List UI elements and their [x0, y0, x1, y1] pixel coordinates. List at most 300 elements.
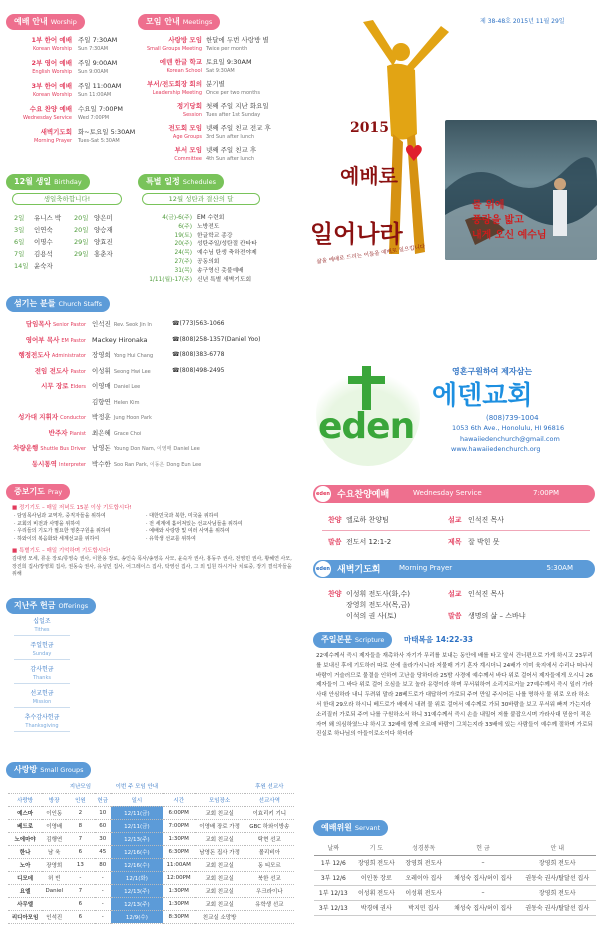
meeting-detail-en: Sat 9:30AM [206, 68, 235, 74]
staff-name-ko: 최은혜 [92, 428, 111, 437]
eden-logo [316, 362, 420, 466]
groups-cell: 한나 [8, 845, 42, 858]
groups-header-top [95, 780, 111, 793]
staff-role-en: Pastor [70, 368, 86, 375]
theme-year: 2015 [350, 120, 389, 136]
groups-cell: 1:30PM [163, 884, 195, 897]
staff-role-en: Senior Pastor [52, 322, 86, 328]
groups-cell: 12/16(수) [111, 845, 163, 858]
church-address: 1053 6th Ave., Honolulu, HI 96816 [452, 424, 565, 432]
wed-sermon-label: 설교 [448, 516, 462, 524]
groups-cell: 이효리키 기니 [245, 806, 294, 819]
birthday-date: 2일 [14, 214, 25, 222]
groups-header-top [195, 780, 245, 793]
groups-cell: - [66, 871, 94, 884]
staff-role [10, 444, 86, 453]
morning-praise-name: 장영희 전도사(목,금) [346, 601, 411, 609]
groups-header-top: 후원 선교사 [245, 780, 294, 793]
church-slogan: 영혼구원하여 제자삼는 [452, 367, 533, 376]
schedule-event: 신년 특별 새벽기도회 [197, 276, 252, 283]
staff-role-ko: 행정전도사 [18, 351, 50, 359]
birthday-date: 3일 [14, 226, 25, 234]
birthday-name: 양승재 [94, 226, 113, 234]
groups-cell: 우크라이나 [245, 884, 294, 897]
wed-divider [322, 530, 590, 531]
staff-role [10, 367, 86, 376]
groups-header: 모임장소 [195, 793, 245, 806]
morning-sermon: 인석진 목사 [468, 590, 505, 598]
worship-time-en: Sun 11:00AM [78, 92, 112, 98]
meeting-name: 부서/전도회장 회의 [147, 80, 202, 88]
table-row [314, 900, 596, 915]
worship-name-en: Korean Worship [32, 92, 72, 98]
servant-cell: 이인동 장로 [353, 870, 400, 885]
wednesday-title-en: Wednesday Service [413, 489, 482, 497]
schedules-banner: 12월 성탄과 결산의 달 [142, 193, 260, 205]
staff-name-en: Grace Choi [113, 430, 142, 437]
groups-cell: 디모데 [8, 871, 42, 884]
groups-header: 헌금 [95, 793, 111, 806]
offering-name: 선교헌금 [30, 690, 54, 697]
prayer-head2: ■ 특별기도 – 매일 기억하며 기도합시다! [12, 548, 111, 554]
prayer-special-text: 김대영 모세, 류운 장로/류영숙 권사, 이한용 장로, 송인숙 목사/송영옥 사모, 윤숙자 권사, 홍동주 권사, 전영민 권사, 황혜연 사모, 장진희 집사/장영희 집사, 권동숙 권사, 유성민 집사, 어그레이스 집사, 탁영선 집사, 그 외 입원 하시거나 치료중, 장기 결석자들을 위해 [12, 556, 292, 577]
staff-name-en: Seong Hwi Lee [113, 368, 151, 375]
table-row [8, 884, 294, 897]
issue-info: 제 38-48호 2015년 11월 29일 [480, 18, 565, 25]
wed-praise-label: 찬양 [328, 516, 342, 524]
offering-line [14, 731, 70, 732]
offering-name-en: Thanks [33, 675, 51, 681]
groups-cell: 탁현 선교 [245, 832, 294, 845]
schedule-date: 31(목) [174, 267, 192, 274]
worship-name-en: Morning Prayer [34, 138, 72, 144]
staff-name-ko: 이영매 [92, 382, 111, 390]
servant-header: 성경봉독 [400, 840, 447, 855]
image-caption: 물 위에 풍랑을 밟고 내게 오신 예수님 [472, 200, 547, 241]
staff-name [92, 460, 201, 469]
servant-cell: 이성휘 전도사 [400, 885, 447, 900]
wednesday-time: 7:00PM [533, 489, 559, 497]
servant-header: 기 도 [353, 840, 400, 855]
staff-phone: ☎(808)498-2495 [172, 366, 225, 374]
staff-name-en: Young Don Nam, 이영매 [113, 446, 172, 452]
schedule-date: 19(토) [174, 232, 192, 239]
groups-header: 시간 [163, 793, 195, 806]
servant-cell: 박지민 집사 [400, 900, 447, 915]
worship-name-en: Wednesday Service [22, 115, 72, 121]
schedule-date: 6(주) [178, 223, 192, 230]
eden-mini-icon: eden [315, 561, 331, 577]
offering-name: 추수감사헌금 [24, 714, 60, 721]
meeting-detail: 넷째 주일 친교 후 [206, 146, 257, 154]
birthday-name: 유니스 박 [34, 214, 62, 222]
morning-word-label: 말씀 [448, 612, 462, 620]
prayer-item: · 유학생 선교를 위하여 [146, 535, 196, 542]
schedule-event: 성탄주일/성탄절 칸타타 [197, 241, 257, 248]
morning-sermon-label: 설교 [448, 590, 462, 598]
groups-header: 선교사역 [245, 793, 294, 806]
groups-cell: 볼리비아 [245, 845, 294, 858]
groups-cell: 7 [66, 832, 94, 845]
groups-title: 사랑방 Small Groups [6, 762, 91, 778]
groups-header-top [8, 780, 42, 793]
meetings-title: 모임 안내 Meetings [138, 14, 220, 30]
staff-name-en: Daniel Lee [113, 384, 141, 390]
offering-name-en: Sunday [32, 651, 52, 657]
schedule-date: 1/11(월)-17(주) [149, 276, 192, 283]
groups-cell: 허 빈 [42, 871, 66, 884]
meeting-detail: 토요일 9:30AM [206, 58, 252, 66]
staff-role [10, 336, 86, 345]
table-row [314, 870, 596, 885]
groups-cell: 10 [95, 806, 111, 819]
wed-praise: 엘로하 찬양팀 [346, 516, 389, 524]
church-email: hawaiiedenchurch@gmail.com [460, 435, 560, 443]
worship-name-en: Korean Worship [32, 46, 72, 52]
staff-role-ko: 담임목사 [25, 320, 51, 328]
servant-cell: 3부 12/6 [314, 870, 353, 885]
theme-line2: 일어나라 [310, 219, 403, 248]
servant-cell: 권동숙 권사/탈달선 집사 [518, 870, 596, 885]
morning-word: 생명의 삶 – 스바냐 [468, 612, 526, 620]
morning-title: 새벽기도회 [337, 565, 381, 575]
staff-phone: ☎(808)383-6778 [172, 351, 225, 358]
staff-role-ko: 반주자 [48, 428, 68, 437]
groups-cell: 7 [66, 884, 94, 897]
wed-word: 전도서 12:1-2 [346, 538, 392, 546]
staff-name [92, 413, 152, 422]
staff-name-ko: 인석진 [92, 320, 111, 328]
schedule-event: 송구영신 촛불예배 [197, 267, 244, 274]
scripture-reference: 마태복음 14:22-33 [404, 635, 474, 644]
staff-role [10, 398, 86, 407]
groups-header-top [42, 780, 66, 793]
groups-cell: 남 욱 [42, 845, 66, 858]
birthday-date: 7일 [14, 250, 25, 258]
groups-cell: 45 [95, 845, 111, 858]
theme-side-text: 삶을 예배로 드리는 이들을 예배로 일으킵니다 [316, 244, 426, 266]
worship-title: 예배 안내 Worship [6, 14, 85, 30]
meeting-detail-en: 3rd Sun after lunch [206, 134, 255, 140]
wed-sermon: 인석진 목사 [468, 516, 505, 524]
meeting-name: 정기당회 [176, 102, 202, 110]
groups-cell: 12/11(금) [111, 806, 163, 819]
servant-cell: 1부 12/13 [314, 885, 353, 900]
birthday-title: 12월 생일 Birthday [6, 174, 90, 190]
birthday-date: 20일 [74, 226, 89, 234]
schedule-date: 27(주) [174, 259, 192, 265]
groups-cell: 12/11(금) [111, 819, 163, 832]
schedules-title: 특별 일정 Schedules [138, 174, 224, 190]
groups-cell: 12/13(주) [111, 897, 163, 910]
staff-role [10, 429, 86, 438]
birthday-date: 29일 [74, 250, 89, 258]
staff-phone: ☎(808)258-1357(Daniel Yoo) [172, 335, 261, 343]
birthday-name: 인연숙 [34, 226, 53, 234]
servant-cell: 3부 12/13 [314, 900, 353, 915]
groups-cell: 이영배 [42, 819, 66, 832]
staff-role-en: Administrator [51, 353, 86, 359]
worship-time: 주일 9:00AM [78, 59, 118, 67]
groups-cell: 남영돈 집사 가정 [195, 845, 245, 858]
birthday-name: 양은미 [94, 214, 113, 222]
church-website[interactable]: www.hawaiiedenchurch.org [451, 445, 541, 453]
worship-time: 주일 11:00AM [78, 82, 122, 90]
groups-cell: 친교실 소망방 [195, 910, 245, 923]
schedule-date: 24(목) [174, 250, 192, 257]
groups-cell: 이인동 [42, 806, 66, 819]
morning-praise-label: 찬양 [328, 590, 342, 598]
staff-name-ko: 이성휘 [92, 366, 111, 375]
offering-line [14, 635, 70, 636]
morning-header [313, 560, 595, 578]
birthday-date: 29일 [74, 238, 89, 246]
staff-role-en: Shuttle Bus Driver [40, 446, 86, 452]
offering-name-en: Tithes [34, 627, 50, 633]
servant-header: 헌 금 [447, 840, 518, 855]
staff-name-en: Helen Kim [113, 399, 140, 406]
wednesday-header [313, 485, 595, 503]
groups-cell [245, 910, 294, 923]
schedule-event: 한글학교 종강 [197, 232, 233, 239]
worship-time: 주일 7:30AM [78, 36, 118, 44]
groups-cell: 12/1(화) [111, 871, 163, 884]
staff-role [10, 320, 86, 329]
meeting-detail-en: Tues after 1st Sunday [206, 112, 261, 118]
groups-cell: 북한 선교 [245, 871, 294, 884]
groups-cell: 12/16(수) [111, 858, 163, 871]
servant-header: 안 내 [518, 840, 596, 855]
servant-cell: 장영희 전도사 [518, 855, 596, 870]
groups-header: 인원 [66, 793, 94, 806]
servant-cell: 장영희 전도사 [353, 855, 400, 870]
groups-cell: 요엘 [8, 884, 42, 897]
groups-cell: 12:00PM [163, 871, 195, 884]
servant-cell: 오레이아 집사 [400, 870, 447, 885]
groups-cell: 6 [66, 897, 94, 910]
staff-role-ko: 시무 장로 [41, 382, 69, 390]
theme-line1: 예배로 [340, 164, 398, 188]
meeting-name: 에덴 한글 학교 [159, 58, 202, 66]
wednesday-title: 수요찬양예배 [337, 490, 390, 500]
staff-name-en: Soo Ran Park, 이동은 [113, 461, 165, 468]
staff-name [92, 429, 141, 438]
groups-cell: 장영희 [42, 858, 66, 871]
groups-cell: 1:30PM [163, 832, 195, 845]
groups-cell: 12/13(주) [111, 832, 163, 845]
staff-role-en: Pianist [69, 430, 86, 437]
church-name: 에덴교회 [432, 381, 533, 411]
groups-cell: 베드로 [8, 819, 42, 832]
prayer-item: · 우리들의 기도가 필요한 영혼구원을 위하여 [14, 528, 111, 534]
offerings-title: 지난주 헌금 Offerings [6, 598, 96, 614]
worship-name: 수요 찬양 예배 [29, 105, 72, 113]
meeting-detail: 넷째 주일 친교 전교 후 [206, 124, 271, 132]
meeting-detail-en: Once per two months [206, 90, 260, 96]
scripture-title: 주일본문 Scripture [313, 632, 392, 648]
meeting-name-en: Age Groups [172, 134, 202, 140]
eden-logo-text: eden [318, 406, 415, 447]
worship-name: 1부 한어 예배 [31, 36, 72, 44]
groups-cell: 6:30PM [163, 845, 195, 858]
servant-cell: 1부 12/6 [314, 855, 353, 870]
groups-header-top: 지난모임 [66, 780, 94, 793]
groups-cell: 6 [66, 845, 94, 858]
table-row [8, 819, 294, 832]
groups-cell: GBC 하와이방송 [245, 819, 294, 832]
groups-cell: 유학생 선교 [245, 897, 294, 910]
groups-cell: 60 [95, 819, 111, 832]
groups-cell: - [95, 897, 111, 910]
staff-name-ko: 박수한 [92, 459, 111, 468]
servant-cell: – [447, 855, 518, 870]
meeting-name-en: Leadership Meeting [152, 90, 202, 96]
servant-header: 날짜 [314, 840, 353, 855]
servant-cell: 장영희 전도사 [518, 885, 596, 900]
groups-cell: 이영배 장로 가정 [195, 819, 245, 832]
worship-time-en: Wed 7:00PM [78, 115, 110, 121]
servant-cell: 장영희 전도사 [400, 855, 447, 870]
staff-name-ko: 박정훈 [92, 413, 111, 421]
birthday-name: 양효진 [94, 238, 113, 246]
groups-cell: 인석진 [42, 910, 66, 923]
scripture-text: 22예수께서 즉시 제자들을 재촉하사 자기가 무리를 보내는 동안에 배를 타고 앞서 건너편으로 가게 하시고 23무리를 보내신 후에 기도하러 따로 산에 올라가시니라 저물매 거기 혼자 계시더니 24배가 이미 육지에서 수리나 떠나서 바람이 거슬러므로 물결을 인하여 고난을 당하더라 25밤 사경에 예수께서 바다 위로 걸어서 제자들에게 오시니 26제자들이 그 바다 위로 걸어 오심을 보고 놀라 유령이라 하며 무서워하여 소리지르거늘 27예수께서 즉시 일러 가라사대 안심하라 내니 두려워 말라 28베드로가 대답하여 가로되 주여 만일 주시어든 나를 명하사 물 위로 오라 하소서 한대 29오라 하시니 베드로가 배에서 내려 물 위로 걸어서 예수께로 가되 30바람을 보고 무서워 빠져 가는지라 소리질러 가로되 주여 나를 구원하소서 하니 31예수께서 즉시 손을 내밀어 저를 붙잡으시며 가라사대 믿음이 적은 자여 왜 의심하였느냐 하시고 32배에 함께 오르매 바람이 그치는지라 33배에 있는 사람들이 예수께 절하며 가로되 진실로 하나님의 아들이로소이다 하더라 [316, 653, 593, 738]
groups-cell: - [95, 910, 111, 923]
staff-name [92, 336, 151, 345]
staff-role-ko: 동시통역 [31, 459, 57, 468]
staff-role [10, 460, 86, 469]
morning-praise-name: 이석의 권 사(토) [346, 612, 397, 620]
groups-cell: 11:00AM [163, 858, 195, 871]
prayer-item: · 하와이의 복음화와 세계선교를 위하여 [14, 535, 100, 542]
schedule-date: 20(주) [174, 241, 192, 248]
wed-word-label: 말씀 [328, 538, 342, 546]
prayer-item: · 예배와 사랑방 및 여러 사역을 위하여 [146, 528, 230, 534]
offering-name: 십일조 [33, 618, 51, 625]
servant-title: 예배위원 Servant [313, 820, 388, 836]
meeting-name-en: Committee [174, 156, 202, 162]
birthday-banner: 생일축하합니다! [12, 193, 122, 205]
groups-cell: 13 [66, 858, 94, 871]
worship-time-en: Sun 7:30AM [78, 46, 109, 52]
staff-role [10, 413, 86, 422]
groups-cell: - [95, 871, 111, 884]
offering-name: 감사헌금 [30, 666, 54, 673]
birthday-name: 김용석 [34, 250, 53, 258]
birthday-name: 윤숙자 [34, 262, 53, 270]
groups-header: 일시 [111, 793, 163, 806]
table-row [314, 855, 596, 870]
groups-header-top [163, 780, 195, 793]
staff-name [92, 382, 140, 391]
staff-name-en2: Dong Eun Lee [166, 461, 202, 468]
staff-name [92, 444, 200, 453]
table-row [8, 871, 294, 884]
groups-cell: 12/9(수) [111, 910, 163, 923]
servant-cell: 이성휘 전도사 [353, 885, 400, 900]
groups-header: 방장 [42, 793, 66, 806]
staff-role-ko: 차량운행 [13, 444, 39, 452]
table-row [8, 845, 294, 858]
groups-cell: 30 [95, 832, 111, 845]
table-row [8, 910, 294, 923]
morning-praise-name: 이성휘 전도사(화,수) [346, 590, 411, 598]
staff-role [10, 351, 86, 360]
groups-cell [42, 897, 66, 910]
eden-mini-icon: eden [315, 486, 331, 502]
worship-time: 화~토요일 5:30AM [78, 128, 136, 136]
table-row [8, 832, 294, 845]
groups-table [8, 780, 294, 924]
prayer-item: · 교회의 비전과 사명을 위하여 [14, 520, 80, 527]
servant-cell: 채성숙 집사/허이 집사 [447, 870, 518, 885]
staff-role-ko: 성가대 지휘자 [18, 413, 59, 421]
morning-title-en: Morning Prayer [399, 564, 453, 572]
staff-role-ko: 영어부 목사 [25, 335, 60, 344]
staff-role-en: Conductor [60, 415, 86, 421]
groups-cell: 동 티모르 [245, 858, 294, 871]
morning-time: 5:30AM [546, 564, 573, 572]
groups-cell: 교회 친교실 [195, 858, 245, 871]
groups-cell: 80 [95, 858, 111, 871]
offering-name-en: Mission [32, 699, 52, 705]
groups-cell: 교회 친교실 [195, 806, 245, 819]
table-row [8, 806, 294, 819]
groups-cell: 교회 친교실 [195, 897, 245, 910]
schedule-date: 4(금)-6(주) [162, 215, 192, 221]
staff-name-en: Yong Hui Chang [113, 353, 154, 359]
staff-name-en: Jung Hoon Park [113, 415, 152, 421]
table-row [314, 885, 596, 900]
schedule-event: EM 수련회 [197, 215, 225, 221]
offering-line [14, 659, 70, 660]
worship-name: 새벽기도회 [40, 128, 72, 136]
worship-time: 수요일 7:00PM [78, 105, 124, 113]
groups-cell: 노아 [8, 858, 42, 871]
wed-subject: 잘 박힌 못 [468, 538, 500, 546]
offering-line [14, 707, 70, 708]
groups-cell: - [95, 884, 111, 897]
staff-name [92, 398, 139, 407]
birthday-date: 20일 [74, 214, 89, 222]
church-phone: (808)739-1004 [486, 414, 539, 422]
groups-cell: 교회 친교실 [195, 832, 245, 845]
meeting-detail: 첫째 주일 지난 화요일 [206, 102, 269, 110]
staff-role-en: Interpreter [58, 461, 86, 468]
offering-name-en: Thanksgiving [25, 723, 59, 729]
meeting-detail-en: Twice per month [206, 46, 248, 52]
worship-name: 3부 한어 예배 [31, 82, 72, 90]
meeting-name: 사랑방 모임 [168, 36, 202, 44]
groups-cell: 노에마야 [8, 832, 42, 845]
groups-cell: 8:30PM [163, 910, 195, 923]
meeting-detail-en: 4th Sun after lunch [206, 156, 255, 162]
staff-role-en: EM Pastor [61, 337, 86, 344]
staff-name-ko: 김향연 [92, 397, 111, 406]
groups-cell: 김행연 [42, 832, 66, 845]
staff-name-ko: 남영돈 [92, 444, 111, 452]
servant-cell: – [447, 885, 518, 900]
servant-cell: 박경애 권사 [353, 900, 400, 915]
servant-cell: 채성숙 집사/허이 집사 [447, 900, 518, 915]
schedule-event: 공동의회 [197, 259, 220, 265]
groups-cell: 8 [66, 819, 94, 832]
staff-role-en: Elders [70, 384, 86, 390]
worship-name-en: English Worship [32, 69, 72, 75]
meeting-name-en: Small Groups Meeting [146, 46, 202, 52]
groups-cell: Daniel [42, 884, 66, 897]
worship-time-en: Sun 9:00AM [78, 69, 109, 75]
